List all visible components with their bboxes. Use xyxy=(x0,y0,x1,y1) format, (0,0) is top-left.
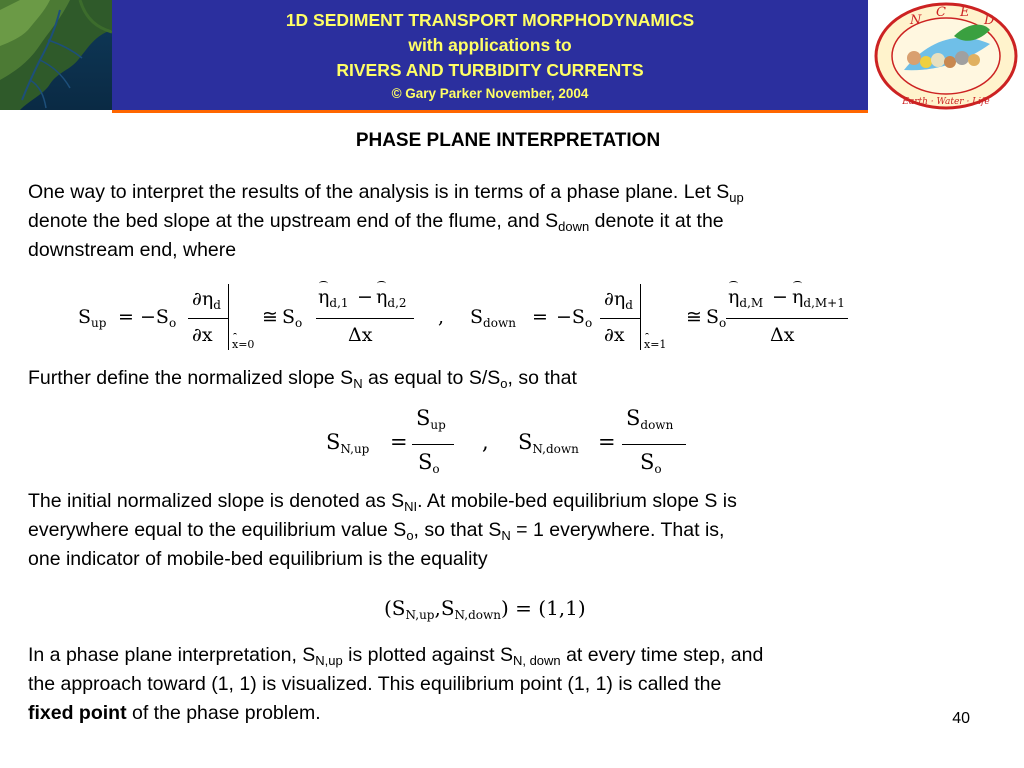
delta-satellite-image xyxy=(0,0,112,110)
nced-logo xyxy=(868,0,1024,112)
logo-motto: Earth · Water · Life xyxy=(902,97,990,107)
slope-definition-equation: $S_{up}$ = $-S_o$ $\partial\eta_d$ ∂x x=0 ≅ $S_o$ $\eta_{d,1}$ − $\eta_{d,2}$ Δx , $S_{down}$ = $-S_o$ $\partial\eta_d$ ∂x x=1 ≅ $S_o$ $\eta_{d,M}$ − $\eta_{d,M+1}$ Δx xyxy=(0,280,1024,360)
slide-title: PHASE PLANE INTERPRETATION xyxy=(355,130,661,151)
page-number: 40 xyxy=(952,710,970,727)
logo-letter-d: D xyxy=(984,13,995,28)
equilibrium-equality-equation: $(S_{N,up},S_{N,down}) = (1,1)$ xyxy=(384,596,586,622)
course-title: 1D SEDIMENT TRANSPORT MORPHODYNAMICS xyxy=(285,10,695,30)
copyright-line: © Gary Parker November, 2004 xyxy=(391,86,589,101)
course-subtitle: with applications to xyxy=(408,35,572,55)
course-topic: RIVERS AND TURBIDITY CURRENTS xyxy=(336,60,644,80)
slide-header xyxy=(0,0,1024,112)
normalized-slope-equation: $S_{N,up}$ = $S_{up}$ $S_o$ , $S_{N,down}$ = $S_{down}$ $S_o$ xyxy=(0,404,1024,486)
phase-plane-paragraph: In a phase plane interpretation, $S_{N,up}$ is plotted against $S_{N, down}$ at every time step, and the approach toward (1, 1) is visualized. This equilibrium point (1, 1) is called the fixed point of the phase problem. xyxy=(28,644,764,724)
logo-letter-c: C xyxy=(936,5,946,20)
logo-letter-e: E xyxy=(960,5,970,20)
title-band xyxy=(112,0,868,113)
intro-paragraph: One way to interpret the results of the analysis is in terms of a phase plane. Let $S_{up}$ denote the bed slope at the upstream end of the flume, and $S_{down}$ denote it at the downstream end, where xyxy=(28,181,744,261)
logo-letter-n: N xyxy=(910,13,922,28)
fixed-point-term: fixed point xyxy=(28,702,127,724)
normalized-slope-paragraph: Further define the normalized slope $S_N$ as equal to $S/S_o$, so that xyxy=(28,367,577,391)
equilibrium-paragraph: The initial normalized slope is denoted as $S_{NI}$. At mobile-bed equilibrium slope S is everywhere equal to the equilibrium value $S_o$, so that $S_N = 1$ everywhere. That is, one indicator of mobile-bed equilibrium is the equality xyxy=(28,490,737,570)
